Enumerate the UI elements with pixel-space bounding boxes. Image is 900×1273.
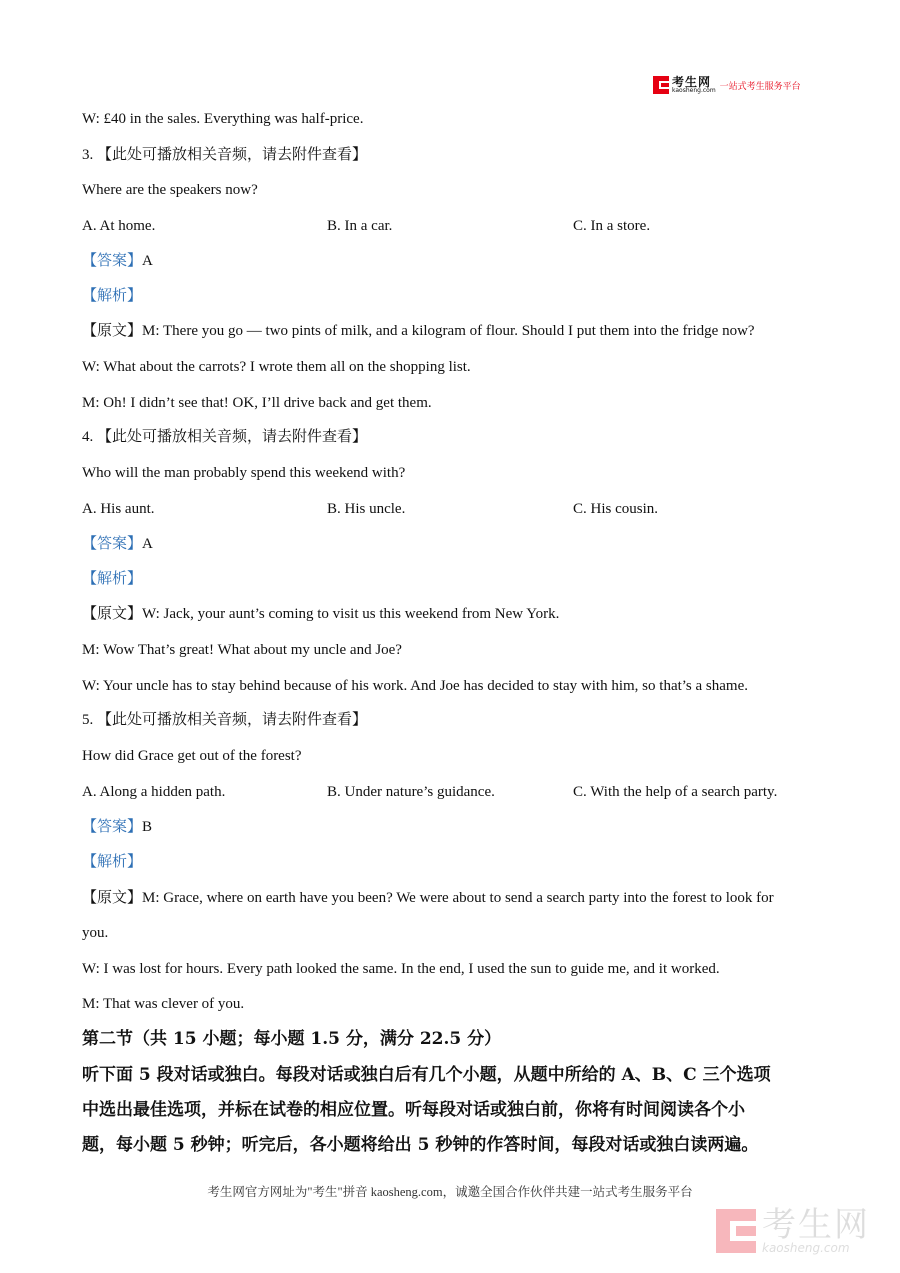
question-number-5: 5. 【此处可播放相关音频，请去附件查看】 [82,712,368,728]
answer-value: A [142,536,153,552]
logo-cn: 考生网 [672,75,712,89]
analysis-label: 【解析】 [82,571,143,587]
watermark-cn: 考生网 [762,1205,870,1245]
transcript-row: 【原文】W: Jack, your aunt’s coming to visit us this weekend from New York. [82,606,560,622]
dialog-line: M: That was clever of you. [82,996,245,1012]
transcript-row: 【原文】M: There you go — two pints of milk, and a kilogram of flour. Should I put them into the fridge now? [82,323,755,339]
q5-option-a: A. Along a hidden path. [82,784,226,800]
q5-option-c: C. With the help of a search party. [573,784,778,800]
logo-mark-icon [653,76,669,94]
transcript-label: 【原文】 [82,890,143,906]
question-text-5: How did Grace get out of the forest? [82,748,302,764]
watermark-logo [716,1205,870,1255]
dialog-line: W: What about the carrots? I wrote them all on the shopping list. [82,359,471,375]
dialog-line: M: Wow That’s great! What about my uncle and Joe? [82,642,402,658]
dialog-line: W: £40 in the sales. Everything was half-price. [82,111,364,127]
header-slogan: 一站式考生服务平台 [719,81,801,92]
answer-value: A [142,253,153,269]
dialog-line: W: Your uncle has to stay behind because of his work. And Joe has decided to stay with him, so that’s a shame. [82,678,748,694]
analysis-label: 【解析】 [82,288,143,304]
q3-option-b: B. In a car. [327,218,393,234]
header-logo [653,74,801,96]
page-footer: 考生网官方网址为"考生"拼音 kaosheng.com，诚邀全国合作伙伴共建一站式考生服务平台 [207,1185,693,1199]
dialog-line: M: Oh! I didn’t see that! OK, I’ll drive back and get them. [82,395,432,411]
watermark-mark-icon [716,1209,756,1253]
question-number-3: 3. 【此处可播放相关音频，请去附件查看】 [82,147,368,163]
question-number-4: 4. 【此处可播放相关音频，请去附件查看】 [82,429,368,445]
answer-row-3 [82,251,153,271]
answer-value: B [142,819,153,835]
answer-label: 【答案】 [82,253,143,269]
answer-label: 【答案】 [82,819,143,835]
q5-option-b: B. Under nature’s guidance. [327,784,495,800]
section-instructions: 听下面 5 段对话或独白。每段对话或独白后有几个小题，从题中所给的 A、B、C 三个选项 [82,1065,771,1085]
dialog-line: you. [82,925,109,941]
q4-option-c: C. His cousin. [573,501,659,517]
question-text-4: Who will the man probably spend this weekend with? [82,465,406,481]
dialog-line: W: I was lost for hours. Every path looked the same. In the end, I used the sun to guide me, and it worked. [82,961,720,977]
q4-option-a: A. His aunt. [82,501,155,517]
answer-row-5 [82,817,152,837]
analysis-label: 【解析】 [82,854,143,870]
transcript-label: 【原文】 [82,323,143,339]
watermark-en: kaosheng.com [762,1241,850,1255]
section-instructions: 题，每小题 5 秒钟；听完后，各小题将给出 5 秒钟的作答时间，每段对话或独白读两遍。 [82,1135,759,1155]
answer-row-4 [82,534,153,554]
transcript-row: 【原文】M: Grace, where on earth have you been? We were about to send a search party into the forest to look for [82,890,774,906]
question-text-3: Where are the speakers now? [82,182,258,198]
section-instructions: 中选出最佳选项，并标在试卷的相应位置。听每段对话或独白前，你将有时间阅读各个小 [82,1100,745,1120]
transcript-label: 【原文】 [82,606,143,622]
q3-option-c: C. In a store. [573,218,651,234]
answer-label: 【答案】 [82,536,143,552]
logo-en: kaosheng.com [672,87,716,94]
q4-option-b: B. His uncle. [327,501,406,517]
q3-option-a: A. At home. [82,218,156,234]
section-title: 第二节（共 15 小题；每小题 1.5 分，满分 22.5 分） [82,1029,502,1049]
